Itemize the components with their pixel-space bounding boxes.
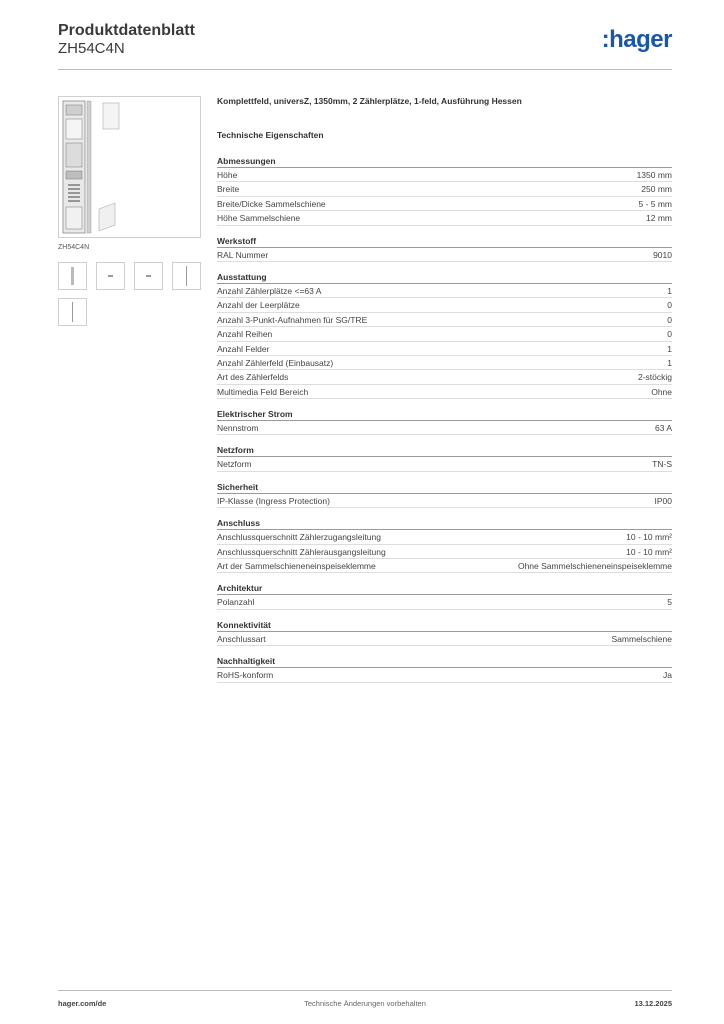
spec-value: 0 (667, 314, 672, 325)
spec-row (217, 595, 672, 609)
section-title: Nachhaltigkeit (217, 655, 672, 668)
spec-label: Höhe (217, 170, 238, 180)
spec-row (217, 421, 672, 435)
spec-section (217, 582, 672, 609)
product-image (58, 96, 201, 238)
spec-value: 0 (667, 329, 672, 340)
spec-row (217, 327, 672, 341)
spec-section (217, 235, 672, 262)
page-footer (58, 990, 672, 1014)
thumbnail-image (97, 263, 124, 289)
spec-label: Anzahl Zählerfeld (Einbausatz) (217, 357, 334, 368)
spec-label: RoHS-konform (217, 670, 274, 681)
thumbnail-4[interactable] (172, 262, 201, 290)
image-caption: ZH54C4N (58, 244, 90, 251)
spec-label: Anzahl Zählerplätze <=63 A (217, 285, 322, 296)
section-title: Werkstoff (217, 235, 672, 248)
spec-label: Polanzahl (217, 597, 255, 608)
spec-label: Höhe Sammelschiene (217, 213, 301, 224)
thumbnail-5[interactable] (58, 298, 87, 326)
spec-value: 1 (667, 357, 672, 368)
spec-row (217, 313, 672, 327)
spec-value: 5 (667, 597, 672, 608)
spec-label: Nennstrom (217, 423, 259, 434)
spec-row (217, 298, 672, 312)
spec-row (217, 385, 672, 399)
thumbnail-image (59, 263, 86, 289)
page-title: Produktdatenblatt (58, 22, 195, 39)
spec-value: 1350 mm (636, 170, 672, 180)
section-title: Elektrischer Strom (217, 408, 672, 421)
spec-row (217, 457, 672, 471)
spec-label: Anzahl Felder (217, 343, 270, 354)
product-description: Komplettfeld, universZ, 1350mm, 2 Zählerplätze, 1-feld, Ausführung Hessen (217, 96, 522, 106)
spec-section (217, 481, 672, 508)
spec-row (217, 356, 672, 370)
section-title: Abmessungen (217, 155, 672, 168)
spec-section (217, 655, 672, 682)
product-illustration (59, 97, 200, 237)
spec-value: 2-stöckig (637, 372, 672, 383)
spec-row (217, 248, 672, 262)
spec-label: Anschlussart (217, 633, 266, 644)
footer-website[interactable]: hager.com/de (58, 999, 107, 1008)
section-title: Netzform (217, 444, 672, 457)
spec-label: Anschlussquerschnitt Zählerzugangsleitung (217, 532, 381, 543)
spec-value: TN-S (652, 459, 672, 470)
tech-heading: Technische Eigenschaften (217, 130, 324, 140)
spec-section (217, 444, 672, 471)
spec-row (217, 545, 672, 559)
spec-value: 1 (667, 285, 672, 296)
spec-row (217, 530, 672, 544)
thumbnail-image (59, 299, 86, 325)
spec-row (217, 168, 672, 182)
spec-label: RAL Nummer (217, 249, 269, 260)
spec-value: IP00 (654, 495, 672, 506)
spec-section (217, 619, 672, 646)
spec-label: Art des Zählerfelds (217, 372, 289, 383)
spec-value: Sammelschiene (611, 633, 672, 644)
spec-value: 9010 (653, 249, 672, 260)
spec-label: Anzahl der Leerplätze (217, 300, 300, 311)
spec-label: Anzahl Reihen (217, 329, 273, 340)
page-header (58, 20, 672, 70)
spec-section (217, 517, 672, 573)
spec-row (217, 197, 672, 211)
spec-value: 0 (667, 300, 672, 311)
spec-value: 12 mm (646, 213, 672, 224)
product-details (217, 94, 672, 692)
spec-row (217, 494, 672, 508)
spec-label: Breite (217, 184, 240, 195)
section-title: Architektur (217, 582, 672, 595)
spec-value: 10 - 10 mm² (626, 532, 672, 543)
footer-date: 13.12.2025 (634, 999, 672, 1008)
section-title: Sicherheit (217, 481, 672, 494)
spec-value: 250 mm (641, 184, 672, 195)
spec-label: Multimedia Feld Bereich (217, 386, 309, 397)
spec-value: Ohne Sammelschieneneinspeiseklemme (517, 561, 672, 572)
thumbnail-3[interactable] (134, 262, 163, 290)
spec-section (217, 155, 672, 226)
spec-label: Anzahl 3-Punkt-Aufnahmen für SG/TRE (217, 314, 368, 325)
spec-row (217, 211, 672, 225)
spec-label: Breite/Dicke Sammelschiene (217, 198, 326, 209)
spec-value: 1 (667, 343, 672, 354)
spec-sections (217, 155, 672, 683)
section-title: Anschluss (217, 517, 672, 530)
spec-value: 63 A (654, 423, 672, 434)
spec-row (217, 284, 672, 298)
thumbnail-1[interactable] (58, 262, 87, 290)
spec-row (217, 559, 672, 573)
spec-label: Netzform (217, 459, 252, 470)
section-title: Ausstattung (217, 271, 672, 284)
spec-value: 10 - 10 mm² (626, 546, 672, 557)
spec-value: Ja (663, 670, 672, 681)
thumbnail-image (135, 263, 162, 289)
product-code: ZH54C4N (58, 40, 125, 57)
spec-value: 5 - 5 mm (638, 198, 672, 209)
spec-section (217, 271, 672, 399)
spec-row (217, 342, 672, 356)
spec-label: Art der Sammelschieneneinspeiseklemme (217, 561, 376, 572)
thumbnail-image (173, 263, 200, 289)
spec-row (217, 370, 672, 384)
section-title: Konnektivität (217, 619, 672, 632)
spec-value: Ohne (651, 386, 672, 397)
spec-row (217, 182, 672, 196)
spec-label: IP-Klasse (Ingress Protection) (217, 495, 330, 506)
footer-note: Technische Änderungen vorbehalten (304, 999, 426, 1008)
hager-logo: :hager (601, 26, 672, 53)
spec-section (217, 408, 672, 435)
spec-row (217, 632, 672, 646)
thumbnail-2[interactable] (96, 262, 125, 290)
spec-label: Anschlussquerschnitt Zählerausgangsleitung (217, 546, 386, 557)
spec-row (217, 668, 672, 682)
